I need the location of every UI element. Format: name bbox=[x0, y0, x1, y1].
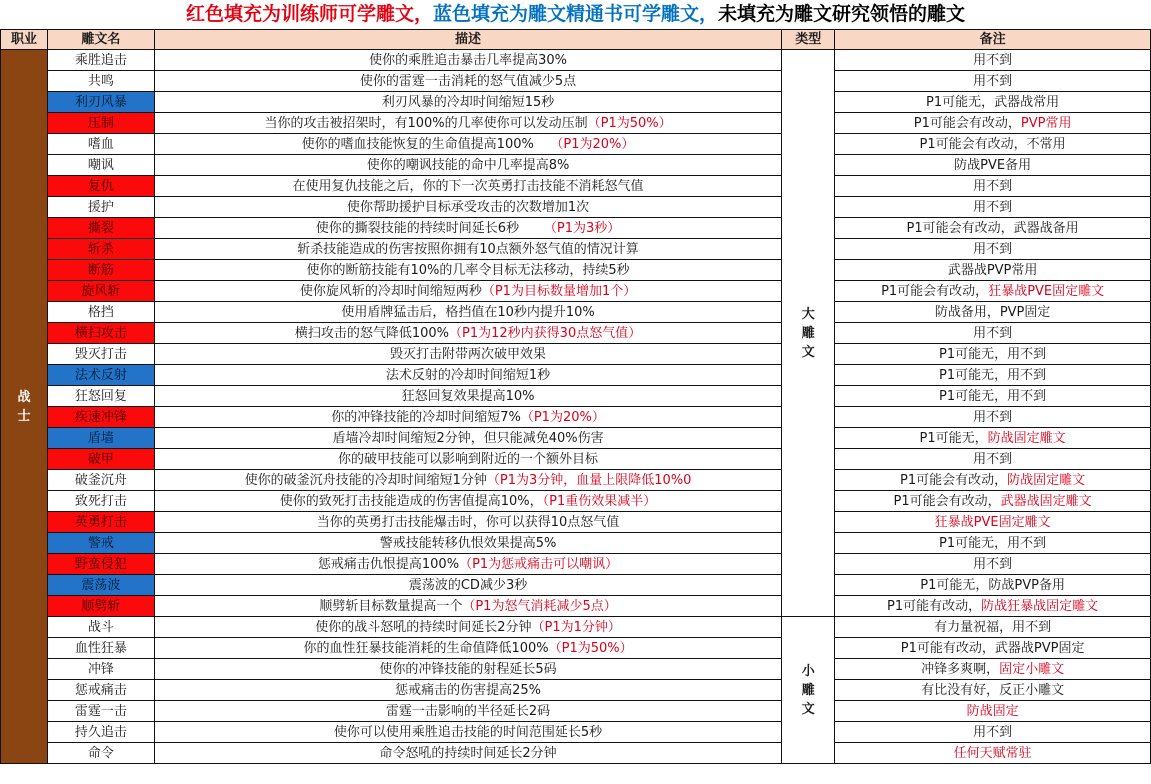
type-char: 文 bbox=[801, 344, 815, 360]
note-cell bbox=[835, 197, 1151, 218]
description-cell bbox=[154, 260, 782, 281]
table-row bbox=[1, 512, 1151, 533]
note-text: 防战备用，PVP固定 bbox=[934, 304, 1051, 320]
note-cell bbox=[835, 512, 1151, 533]
glyph-name-cell: 嘲讽 bbox=[47, 155, 154, 176]
description-cell bbox=[154, 428, 782, 449]
description-cell bbox=[154, 449, 782, 470]
description-cell bbox=[154, 596, 782, 617]
description-cell bbox=[154, 218, 782, 239]
description-text: 警戒技能转移仇恨效果提高5% bbox=[379, 535, 557, 551]
note-cell bbox=[835, 134, 1151, 155]
description-cell bbox=[154, 680, 782, 701]
glyph-name-cell: 破釜沉舟 bbox=[47, 470, 154, 491]
note-text: P1可能会有改动， bbox=[893, 493, 1001, 509]
table-row bbox=[1, 638, 1151, 659]
description-highlight: （P1为50%） bbox=[587, 115, 672, 131]
note-highlight: 固定小雕文 bbox=[999, 661, 1065, 677]
description-cell bbox=[154, 575, 782, 596]
note-cell bbox=[835, 407, 1151, 428]
description-cell bbox=[154, 197, 782, 218]
description-cell bbox=[154, 365, 782, 386]
table-row bbox=[1, 155, 1151, 176]
description-text: 当你的英勇打击技能爆击时，你可以获得10点怒气值 bbox=[316, 514, 620, 530]
description-text: 使你的断筋技能有10%的几率令目标无法移动，持续5秒 bbox=[306, 262, 630, 278]
table-row bbox=[1, 449, 1151, 470]
table-row bbox=[1, 701, 1151, 722]
note-cell bbox=[835, 533, 1151, 554]
description-cell bbox=[154, 512, 782, 533]
note-cell bbox=[835, 50, 1151, 71]
note-cell bbox=[835, 659, 1151, 680]
table-row bbox=[1, 92, 1151, 113]
table-row bbox=[1, 50, 1151, 71]
note-text: 用不到 bbox=[973, 451, 1013, 467]
note-cell bbox=[835, 470, 1151, 491]
note-text: 有比没有好，反正小雕文 bbox=[921, 682, 1065, 698]
table-row bbox=[1, 134, 1151, 155]
table-row bbox=[1, 218, 1151, 239]
description-text: 使你的冲锋技能的射程延长5码 bbox=[379, 661, 557, 677]
description-text: 法术反射的冷却时间缩短1秒 bbox=[385, 367, 551, 383]
note-text: 用不到 bbox=[973, 52, 1013, 68]
note-text: 用不到 bbox=[973, 178, 1013, 194]
glyph-name-cell: 英勇打击 bbox=[47, 512, 154, 533]
description-cell bbox=[154, 113, 782, 134]
glyph-name-cell: 战斗 bbox=[47, 617, 154, 638]
type-char: 雕 bbox=[801, 325, 815, 341]
table-row bbox=[1, 428, 1151, 449]
description-text: 在使用复仇技能之后，你的下一次英勇打击技能不消耗怒气值 bbox=[292, 178, 644, 194]
table-row bbox=[1, 680, 1151, 701]
glyph-table bbox=[0, 29, 1151, 764]
note-highlight: 防战固定雕文 bbox=[1007, 472, 1086, 488]
description-highlight: （P1为3分钟，血量上限降低10%0 bbox=[486, 472, 692, 488]
note-text: 防战PVE备用 bbox=[954, 157, 1032, 173]
description-cell bbox=[154, 554, 782, 575]
title-research-legend: 未填充为雕文研究领悟的雕文 bbox=[718, 3, 966, 25]
description-text: 斩杀技能造成的伤害按照你拥有10点额外怒气值的情况计算 bbox=[297, 241, 639, 257]
description-text: 使你可以使用乘胜追击技能的时间范围延长5秒 bbox=[333, 724, 603, 740]
glyph-name-cell: 顺劈斩 bbox=[47, 596, 154, 617]
glyph-name-cell: 惩戒痛击 bbox=[47, 680, 154, 701]
type-minor-cell bbox=[782, 617, 835, 764]
glyph-name-cell: 毁灭打击 bbox=[47, 344, 154, 365]
description-text: 盾墙冷却时间缩短2分钟，但只能减免40%伤害 bbox=[332, 430, 604, 446]
description-text: 雷霆一击影响的半径延长2码 bbox=[385, 703, 551, 719]
description-text: 利刃风暴的冷却时间缩短15秒 bbox=[381, 94, 555, 110]
note-text: P1可能无，用不到 bbox=[939, 535, 1047, 551]
note-cell bbox=[835, 92, 1151, 113]
description-text: 你的破甲技能可以影响到附近的一个额外目标 bbox=[338, 451, 599, 467]
note-cell bbox=[835, 344, 1151, 365]
table-row bbox=[1, 407, 1151, 428]
note-cell bbox=[835, 323, 1151, 344]
note-text: 用不到 bbox=[973, 556, 1013, 572]
description-text: 惩戒痛击的伤害提高25% bbox=[395, 682, 541, 698]
description-cell bbox=[154, 617, 782, 638]
table-row bbox=[1, 113, 1151, 134]
glyph-name-cell: 狂怒回复 bbox=[47, 386, 154, 407]
note-text: P1可能会有改动， bbox=[881, 283, 989, 299]
description-text: 顺劈斩目标数量提高一个 bbox=[319, 598, 463, 614]
note-cell bbox=[835, 428, 1151, 449]
note-cell bbox=[835, 449, 1151, 470]
glyph-name-cell: 雷霆一击 bbox=[47, 701, 154, 722]
note-cell bbox=[835, 113, 1151, 134]
table-row bbox=[1, 596, 1151, 617]
note-text: 用不到 bbox=[973, 241, 1013, 257]
note-cell bbox=[835, 638, 1151, 659]
table-row bbox=[1, 722, 1151, 743]
note-text: P1可能会有改动， bbox=[913, 115, 1021, 131]
description-cell bbox=[154, 386, 782, 407]
description-highlight: （P1重伤效果减半） bbox=[542, 493, 657, 509]
note-text: 冲锋多爽啊， bbox=[921, 661, 1000, 677]
note-text: P1可能有改动，武器战PVP固定 bbox=[900, 640, 1085, 656]
description-cell bbox=[154, 743, 782, 764]
description-text: 使你的雷霆一击消耗的怒气值减少5点 bbox=[359, 73, 577, 89]
glyph-name-cell: 断筋 bbox=[47, 260, 154, 281]
glyph-name-cell: 野蛮侵犯 bbox=[47, 554, 154, 575]
note-text: P1可能无，用不到 bbox=[939, 388, 1047, 404]
description-text: 毁灭打击附带两次破甲效果 bbox=[390, 346, 547, 362]
description-text: 狂怒回复效果提高10% bbox=[401, 388, 535, 404]
description-text: 使你旋风斩的冷却时间缩短两秒 bbox=[299, 283, 482, 299]
glyph-name-cell: 撕裂 bbox=[47, 218, 154, 239]
note-cell bbox=[835, 722, 1151, 743]
description-cell bbox=[154, 176, 782, 197]
glyph-name-cell: 震荡波 bbox=[47, 575, 154, 596]
description-cell bbox=[154, 659, 782, 680]
note-cell bbox=[835, 281, 1151, 302]
description-highlight: （P1为12秒内获得30点怒气值） bbox=[449, 325, 642, 341]
glyph-name-cell: 命令 bbox=[47, 743, 154, 764]
type-char: 文 bbox=[801, 701, 815, 717]
note-cell bbox=[835, 596, 1151, 617]
description-text: 使你的致死打击技能造成的伤害值提高10%， bbox=[279, 493, 543, 509]
description-text: 惩戒痛击仇恨提高100% bbox=[317, 556, 460, 572]
page-title bbox=[0, 0, 1151, 29]
description-highlight: （P1为50%） bbox=[548, 640, 633, 656]
glyph-name-cell: 复仇 bbox=[47, 176, 154, 197]
glyph-name-cell: 压制 bbox=[47, 113, 154, 134]
note-cell bbox=[835, 239, 1151, 260]
table-row bbox=[1, 302, 1151, 323]
header-profession: 职业 bbox=[1, 30, 48, 50]
note-cell bbox=[835, 554, 1151, 575]
note-highlight: 防战固定 bbox=[966, 703, 1019, 719]
table-row bbox=[1, 71, 1151, 92]
glyph-name-cell: 乘胜追击 bbox=[47, 50, 154, 71]
description-highlight: （P1为20%） bbox=[533, 136, 635, 152]
glyph-name-cell: 警戒 bbox=[47, 533, 154, 554]
glyph-name-cell: 横扫攻击 bbox=[47, 323, 154, 344]
description-cell bbox=[154, 701, 782, 722]
table-row bbox=[1, 365, 1151, 386]
description-highlight: （P1为20%） bbox=[520, 409, 605, 425]
header-row bbox=[1, 30, 1151, 50]
glyph-name-cell: 破甲 bbox=[47, 449, 154, 470]
table-row bbox=[1, 176, 1151, 197]
table-row bbox=[1, 575, 1151, 596]
title-trainer-legend: 红色填充为训练师可学雕文， bbox=[185, 3, 433, 25]
note-text: P1可能无， bbox=[919, 430, 988, 446]
table-row bbox=[1, 743, 1151, 764]
note-text: P1可能会有改动，武器战备用 bbox=[906, 220, 1079, 236]
glyph-name-cell: 斩杀 bbox=[47, 239, 154, 260]
note-cell bbox=[835, 386, 1151, 407]
glyph-name-cell: 盾墙 bbox=[47, 428, 154, 449]
glyph-name-cell: 嗜血 bbox=[47, 134, 154, 155]
note-cell bbox=[835, 71, 1151, 92]
note-cell bbox=[835, 302, 1151, 323]
note-cell bbox=[835, 176, 1151, 197]
note-text: P1可能会有改动，不常用 bbox=[919, 136, 1066, 152]
header-note: 备注 bbox=[835, 30, 1151, 50]
description-text: 使你的破釜沉舟技能的冷却时间缩短1分钟 bbox=[244, 472, 487, 488]
description-cell bbox=[154, 281, 782, 302]
glyph-name-cell: 援护 bbox=[47, 197, 154, 218]
note-cell bbox=[835, 701, 1151, 722]
profession-cell bbox=[1, 50, 48, 764]
note-cell bbox=[835, 575, 1151, 596]
description-cell bbox=[154, 323, 782, 344]
glyph-name-cell: 旋风斩 bbox=[47, 281, 154, 302]
table-row bbox=[1, 239, 1151, 260]
table-row bbox=[1, 260, 1151, 281]
glyph-name-cell: 共鸣 bbox=[47, 71, 154, 92]
description-text: 横扫攻击的怒气降低100% bbox=[294, 325, 450, 341]
glyph-name-cell: 利刃风暴 bbox=[47, 92, 154, 113]
glyph-name-cell: 法术反射 bbox=[47, 365, 154, 386]
description-cell bbox=[154, 470, 782, 491]
description-highlight: （P1为怒气消耗减少5点） bbox=[462, 598, 617, 614]
note-highlight: 狂暴战PVE固定雕文 bbox=[988, 283, 1105, 299]
note-cell bbox=[835, 260, 1151, 281]
table-row bbox=[1, 197, 1151, 218]
note-text: P1可能无，防战PVP备用 bbox=[920, 577, 1065, 593]
note-cell bbox=[835, 365, 1151, 386]
description-text: 使你帮助援护目标承受攻击的次数增加1次 bbox=[346, 199, 590, 215]
description-cell bbox=[154, 491, 782, 512]
title-book-legend: 蓝色填充为雕文精通书可学雕文， bbox=[432, 3, 718, 25]
note-text: 用不到 bbox=[973, 199, 1013, 215]
table-row bbox=[1, 323, 1151, 344]
note-text: 用不到 bbox=[973, 409, 1013, 425]
description-highlight: （P1为目标数量增加1个） bbox=[481, 283, 637, 299]
note-highlight: 防战狂暴战固定雕文 bbox=[981, 598, 1099, 614]
description-text: 使用盾牌猛击后，格挡值在10秒内提升10% bbox=[341, 304, 595, 320]
description-text: 你的血性狂暴技能消耗的生命值降低100% bbox=[303, 640, 549, 656]
glyph-name-cell: 持久追击 bbox=[47, 722, 154, 743]
note-cell bbox=[835, 155, 1151, 176]
note-cell bbox=[835, 491, 1151, 512]
table-row bbox=[1, 659, 1151, 680]
note-text: P1可能无，用不到 bbox=[939, 367, 1047, 383]
description-cell bbox=[154, 344, 782, 365]
description-cell bbox=[154, 407, 782, 428]
note-highlight: 武器战固定雕文 bbox=[1000, 493, 1092, 509]
description-text: 使你的乘胜追击暴击几率提高30% bbox=[369, 52, 567, 68]
profession-char: 战 bbox=[17, 389, 31, 405]
description-cell bbox=[154, 155, 782, 176]
description-highlight: （P1为惩戒痛击可以嘲讽） bbox=[459, 556, 619, 572]
table-row bbox=[1, 344, 1151, 365]
description-cell bbox=[154, 71, 782, 92]
description-text: 使你的嗜血技能恢复的生命值提高100% bbox=[301, 136, 534, 152]
profession-char: 士 bbox=[17, 408, 31, 424]
description-cell bbox=[154, 533, 782, 554]
note-text: P1可能无，用不到 bbox=[939, 346, 1047, 362]
glyph-name-cell: 冲锋 bbox=[47, 659, 154, 680]
type-char: 雕 bbox=[801, 682, 815, 698]
note-cell bbox=[835, 680, 1151, 701]
description-text: 震荡波的CD减少3秒 bbox=[408, 577, 528, 593]
note-text: P1可能会有改动， bbox=[900, 472, 1008, 488]
header-type: 类型 bbox=[782, 30, 835, 50]
description-text: 当你的攻击被招架时，有100%的几率使你可以发动压制 bbox=[264, 115, 588, 131]
description-cell bbox=[154, 239, 782, 260]
glyph-name-cell: 致死打击 bbox=[47, 491, 154, 512]
note-highlight: 任何天赋常驻 bbox=[953, 745, 1032, 761]
note-text: 武器战PVP常用 bbox=[947, 262, 1038, 278]
note-text: 有力量祝福，用不到 bbox=[934, 619, 1052, 635]
description-cell bbox=[154, 50, 782, 71]
description-text: 使你的嘲讽技能的命中几率提高8% bbox=[366, 157, 570, 173]
description-cell bbox=[154, 134, 782, 155]
type-char: 大 bbox=[801, 306, 815, 322]
type-major-cell bbox=[782, 50, 835, 617]
description-text: 使你的战斗怒吼的持续时间延长2分钟 bbox=[315, 619, 532, 635]
note-highlight: PVP常用 bbox=[1020, 115, 1072, 131]
description-cell bbox=[154, 638, 782, 659]
note-cell bbox=[835, 218, 1151, 239]
note-highlight: 防战固定雕文 bbox=[987, 430, 1066, 446]
type-char: 小 bbox=[801, 663, 815, 679]
table-row bbox=[1, 554, 1151, 575]
note-cell bbox=[835, 617, 1151, 638]
description-cell bbox=[154, 92, 782, 113]
note-text: 用不到 bbox=[973, 73, 1013, 89]
glyph-name-cell: 疾速冲锋 bbox=[47, 407, 154, 428]
description-cell bbox=[154, 302, 782, 323]
note-cell bbox=[835, 743, 1151, 764]
description-text: 命令怒吼的持续时间延长2分钟 bbox=[379, 745, 557, 761]
description-highlight: （P1为3秒） bbox=[519, 220, 621, 236]
glyph-name-cell: 格挡 bbox=[47, 302, 154, 323]
description-highlight: （P1为1分钟） bbox=[531, 619, 621, 635]
table-row bbox=[1, 281, 1151, 302]
note-text: P1可能有改动， bbox=[887, 598, 982, 614]
description-cell bbox=[154, 722, 782, 743]
header-description: 描述 bbox=[154, 30, 782, 50]
table-row bbox=[1, 470, 1151, 491]
table-row bbox=[1, 386, 1151, 407]
table-row bbox=[1, 533, 1151, 554]
note-text: 用不到 bbox=[973, 325, 1013, 341]
table-row bbox=[1, 491, 1151, 512]
note-text: 用不到 bbox=[973, 724, 1013, 740]
description-text: 你的冲锋技能的冷却时间缩短7% bbox=[331, 409, 521, 425]
note-text: P1可能无，武器战常用 bbox=[926, 94, 1060, 110]
table-row bbox=[1, 617, 1151, 638]
table-body bbox=[1, 50, 1151, 764]
glyph-name-cell: 血性狂暴 bbox=[47, 638, 154, 659]
header-glyph-name: 雕文名 bbox=[47, 30, 154, 50]
note-highlight: 狂暴战PVE固定雕文 bbox=[934, 514, 1051, 530]
description-text: 使你的撕裂技能的持续时间延长6秒 bbox=[315, 220, 520, 236]
